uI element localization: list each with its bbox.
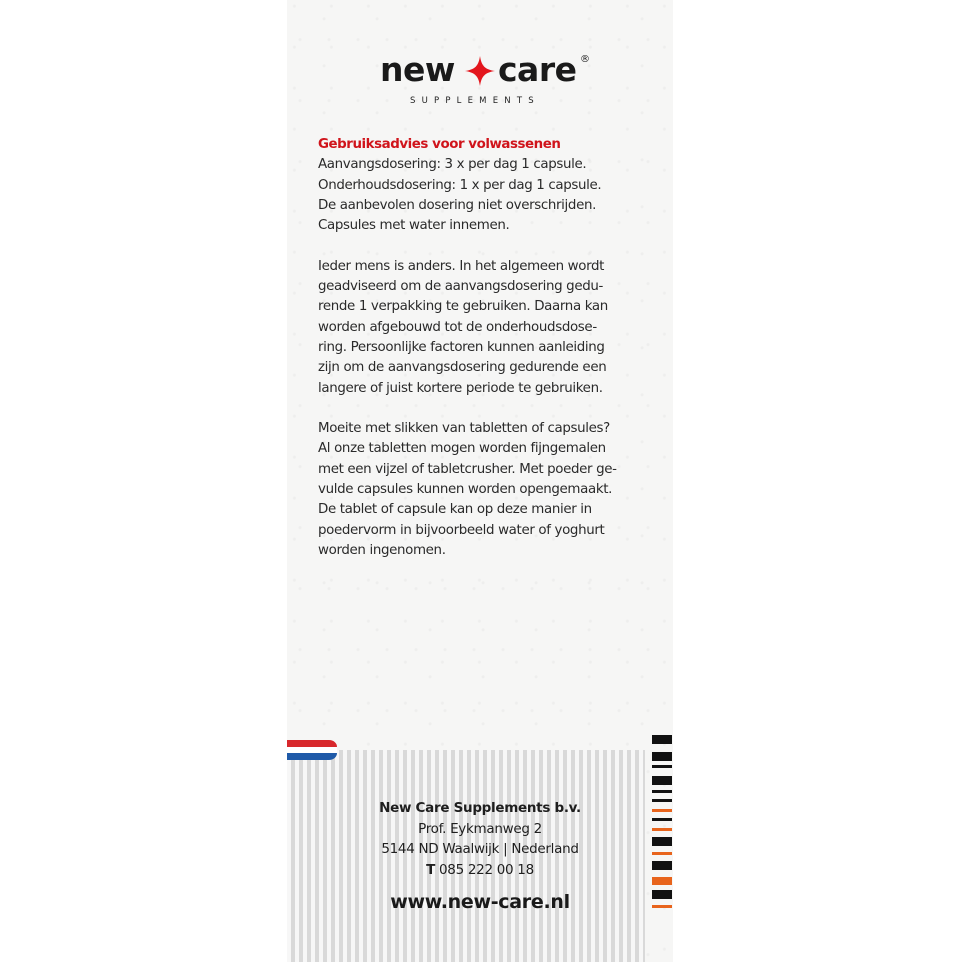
logo-subtitle: SUPPLEMENTS: [410, 96, 540, 106]
city-country: 5144 ND Waalwijk | Nederland: [381, 841, 579, 857]
usage-line: Onderhoudsdosering: 1 x per dag 1 capsule.: [318, 177, 602, 193]
logo-word-care: care: [498, 50, 577, 89]
brand-logo: [380, 50, 600, 110]
four-point-star-icon: [465, 56, 495, 86]
paragraph-line: Moeite met slikken van tabletten of capsules?: [318, 421, 610, 437]
paragraph-line: vulde capsules kunnen worden opengemaakt.: [318, 482, 613, 498]
marker-bar-black: [652, 765, 672, 768]
paragraph-line: ring. Persoonlijke factoren kunnen aanleiding: [318, 339, 605, 355]
label-panel: [287, 0, 673, 962]
paragraph-line: rende 1 verpakking te gebruiken. Daarna kan: [318, 299, 608, 315]
paragraph-line: geadviseerd om de aanvangsdosering gedu-: [318, 279, 603, 295]
dutch-flag-icon: [287, 740, 337, 762]
flag-stripe-red: [287, 740, 337, 747]
paragraph-line: zijn om de aanvangsdosering gedurende een: [318, 360, 607, 376]
paragraph-line: worden afgebouwd tot de onderhoudsdose-: [318, 319, 597, 335]
paragraph-line: langere of juist kortere periode te gebruiken.: [318, 380, 603, 396]
registered-mark: ®: [580, 54, 590, 65]
usage-heading: Gebruiksadvies voor volwassenen: [318, 137, 561, 152]
marker-bar-black: [652, 776, 672, 785]
marker-bar-black: [652, 735, 672, 744]
logo-word-new: new: [380, 50, 455, 89]
website-link[interactable]: www.new-care.nl: [390, 891, 570, 913]
usage-advice-block: [318, 135, 663, 236]
company-address: [287, 798, 673, 880]
phone-number: 085 222 00 18: [439, 861, 534, 878]
paragraph-line: Ieder mens is anders. In het algemeen wordt: [318, 258, 605, 274]
marker-bar-black: [652, 752, 672, 761]
marker-bar-black: [652, 790, 672, 793]
paragraph-line: Al onze tabletten mogen worden fijngemalen: [318, 441, 606, 457]
paragraph-line: met een vijzel of tabletcrusher. Met poeder ge-: [318, 461, 617, 477]
usage-line: Capsules met water innemen.: [318, 218, 510, 234]
usage-content: [318, 135, 663, 582]
phone-label: T: [426, 861, 436, 878]
usage-line: De aanbevolen dosering niet overschrijden.: [318, 197, 597, 213]
individual-advice-paragraph: [318, 257, 663, 399]
company-name: New Care Supplements b.v.: [379, 800, 581, 816]
usage-line: Aanvangsdosering: 3 x per dag 1 capsule.: [318, 157, 587, 173]
swallowing-advice-paragraph: [318, 419, 663, 561]
paragraph-line: De tablet of capsule kan op deze manier in: [318, 502, 592, 518]
flag-stripe-blue: [287, 753, 337, 760]
street-address: Prof. Eykmanweg 2: [418, 820, 542, 837]
phone-line: [287, 860, 673, 881]
paragraph-line: worden ingenomen.: [318, 542, 446, 558]
paragraph-line: poedervorm in bijvoorbeeld water of yoghurt: [318, 522, 605, 538]
